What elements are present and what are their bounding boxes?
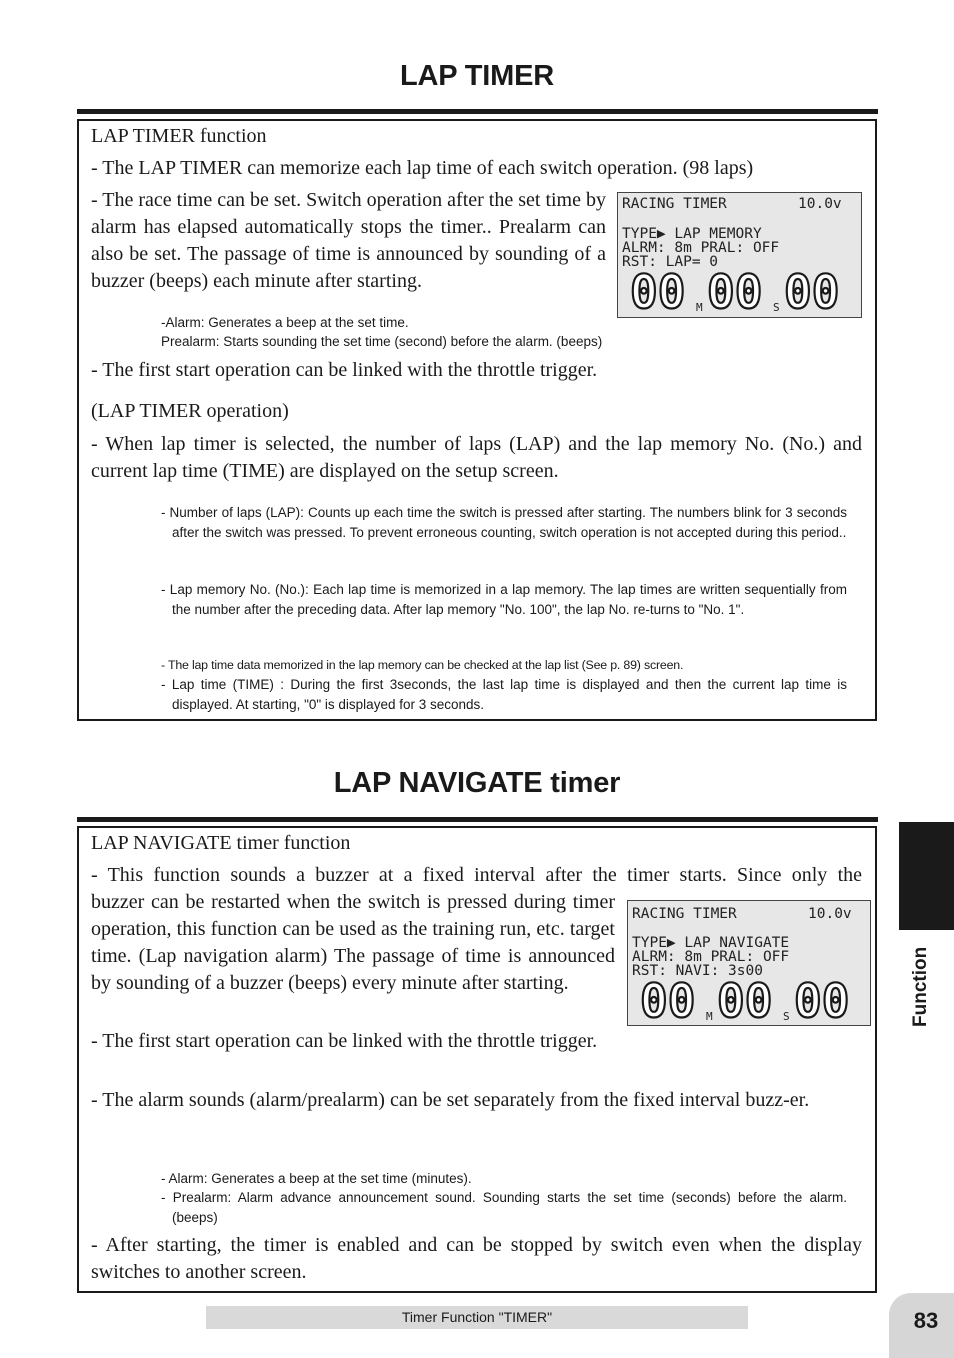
title-rule-2 [77,817,878,822]
lap-timer-note-memory: - Lap memory No. (No.): Each lap time is memorized in a lap memory. The lap times are written sequentially from the number after the preceding data. After lap memory "No. 100", the lap No. re-turns to "No. 1". [161,582,847,617]
lcd-unit-s: S [783,1010,790,1023]
lap-navigate-para-3: - The alarm sounds (alarm/prealarm) can be set separately from the fixed interval buzz-er. [91,1089,810,1111]
lap-timer-heading: LAP TIMER function [91,125,267,147]
lcd-line-4: RST: NAVI: 3s00 [632,963,763,979]
lcd-big-seconds: 00 [717,974,773,1025]
lap-timer-para-1: - The LAP TIMER can memorize each lap time of each switch operation. (98 laps) [91,157,754,179]
lap-timer-para-4: - When lap timer is selected, the number of laps (LAP) and the lap memory No. (No.) and current lap time (TIME) are displayed on the setup screen. [91,433,862,482]
section-title-lap-timer: LAP TIMER [400,60,554,92]
lcd-line-1-left: RACING TIMER [632,906,737,922]
page-number: 83 [913,1308,939,1333]
footer-label: Timer Function "TIMER" [206,1306,748,1329]
lcd-unit-m: M [696,301,703,314]
lap-timer-para-2: - The race time can be set. Switch operation after the set time by alarm has elapsed automatically stops the timer.. Prealarm can also be set. The passage of time is announced by sounding of a buzzer (beeps) each minute after starting. [91,189,606,292]
lcd-unit-m: M [706,1010,713,1023]
lcd-line-3: ALRM: 8m PRAL: OFF [632,949,790,965]
lcd-screen-lap-memory [617,192,862,318]
lap-timer-note-laps: - Number of laps (LAP): Counts up each time the switch is pressed after starting. The numbers blink for 3 seconds after the switch was pressed. To prevent erroneous counting, switch operation is not accepted during this period.. [161,505,847,540]
lap-timer-note-alarm: -Alarm: Generates a beep at the set time. [161,315,409,330]
chapter-tab-label: Function [910,946,931,1027]
lap-timer-note-prealarm: Prealarm: Starts sounding the set time (second) before the alarm. (beeps) [161,334,603,349]
lap-timer-para-3: - The first start operation can be linked with the throttle trigger. [91,359,598,381]
lcd-big-minutes: 00 [640,974,696,1025]
lcd-line-3: ALRM: 8m PRAL: OFF [622,240,780,256]
lcd-line-1-right: 10.0v [798,196,842,212]
lcd-line-1-right: 10.0v [808,906,852,922]
lap-navigate-note-alarm: - Alarm: Generates a beep at the set time (minutes). [161,1171,472,1186]
lcd-line-2: TYPE▶ LAP NAVIGATE [632,935,790,951]
lap-timer-note-list: - The lap time data memorized in the lap memory can be checked at the lap list (See p. 89) screen. [161,658,684,672]
lcd-unit-s: S [773,301,780,314]
lcd-line-4: RST: LAP= 0 [622,254,719,270]
lcd-big-seconds: 00 [707,265,763,317]
lcd-big-minutes: 00 [630,265,686,317]
section-title-lap-navigate: LAP NAVIGATE timer [333,767,621,799]
lap-navigate-para-2: - The first start operation can be linked with the throttle trigger. [91,1030,598,1052]
lcd-line-2: TYPE▶ LAP MEMORY [622,226,762,242]
lcd-screen-lap-navigate [627,900,871,1026]
lap-navigate-para-1-first: - This function sounds a buzzer at a fixed interval after the timer starts. Since only the [91,864,862,886]
lap-navigate-note-prealarm: - Prealarm: Alarm advance announcement sound. Sounding starts the set time (seconds) before the alarm. (beeps) [161,1190,847,1225]
page-number-tab [889,1293,954,1358]
lcd-big-fraction: 00 [784,265,840,317]
title-rule [77,109,878,114]
lap-navigate-heading: LAP NAVIGATE timer function [91,832,351,854]
lap-timer-note-time: - Lap time (TIME) : During the first 3seconds, the last lap time is displayed and then the current lap time is displayed. At starting, "0" is displayed for 3 seconds. [161,677,847,712]
chapter-tab-marker [899,822,954,930]
lap-navigate-para-1-rest: buzzer can be restarted when the switch is pressed during timer operation, this function can be used as the training run, etc. target time. (Lap navigation alarm) The passage of time is announced by sounding of a buzzer (beeps) every minute after starting. [91,891,615,994]
lap-navigate-para-4: - After starting, the timer is enabled and can be stopped by switch even when the display switches to another screen. [91,1234,862,1283]
lcd-line-1-left: RACING TIMER [622,196,727,212]
lcd-big-fraction: 00 [794,974,850,1025]
lap-timer-operation-heading: (LAP TIMER operation) [91,400,289,422]
